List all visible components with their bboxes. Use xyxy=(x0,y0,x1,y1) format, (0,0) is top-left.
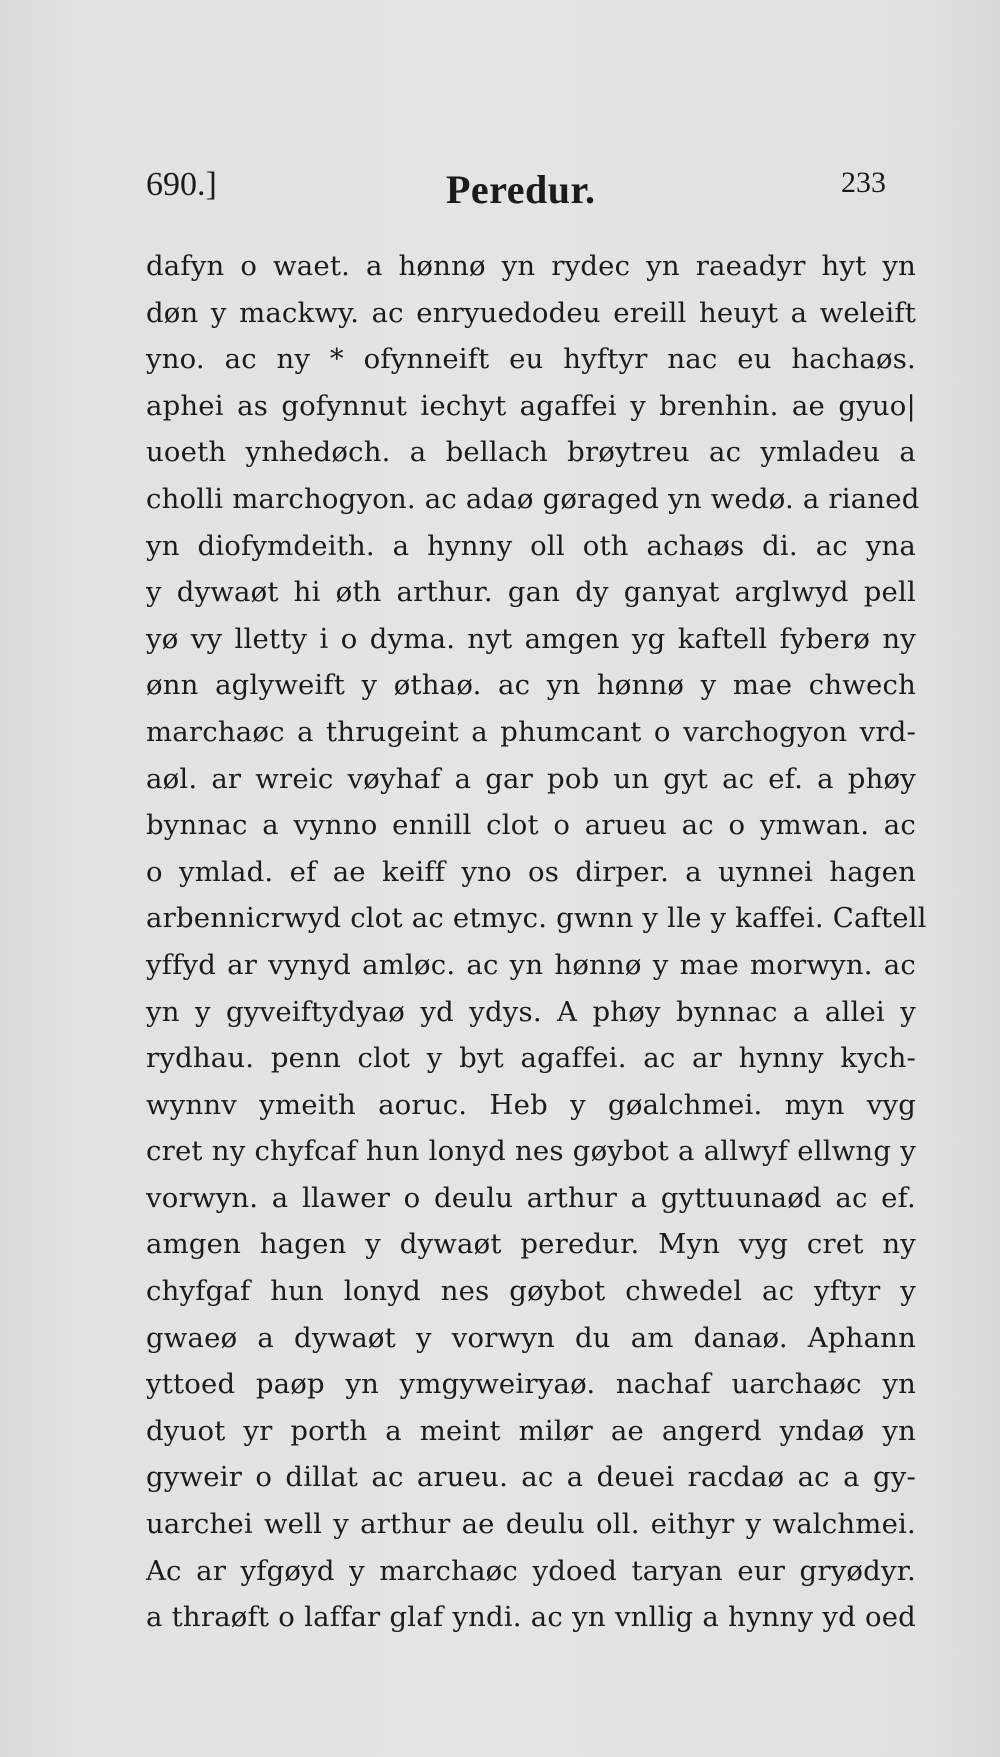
text-line: cret ny chyfcaf hun lonyd nes gøybot a allwyf ellwng y xyxy=(146,1135,916,1168)
text-line: ønn aglyweift y øthaø. ac yn hønnø y mae chwech xyxy=(146,669,916,702)
running-title: Peredur. xyxy=(446,167,596,212)
text-line: chyfgaf hun lonyd nes gøybot chwedel ac yftyr y xyxy=(146,1275,916,1308)
text-line: dafyn o waet. a hønnø yn rydec yn raeadyr hyt yn xyxy=(146,250,916,282)
text-line: arbennicrwyd clot ac etmyc. gwnn y lle y kaffei. Caftell xyxy=(146,902,927,935)
text-line: bynnac a vynno ennill clot o arueu ac o ymwan. ac xyxy=(146,809,916,842)
text-line: wynnv ymeith aoruc. Heb y gøalchmei. myn vyg xyxy=(146,1088,916,1121)
page-number: 233 xyxy=(841,166,886,199)
folio-reference: 690.] xyxy=(146,166,217,203)
text-line: vorwyn. a llawer o deulu arthur a gyttuunaød ac ef. xyxy=(146,1181,916,1214)
page-header xyxy=(146,166,898,216)
text-line: yno. ac ny * ofynneift eu hyftyr nac eu hachaøs. xyxy=(146,343,916,376)
text-line: yn diofymdeith. a hynny oll oth achaøs di. ac yna xyxy=(146,529,916,562)
text-line: uoeth ynhedøch. a bellach brøytreu ac ymladeu a xyxy=(146,436,916,469)
text-line: rydhau. penn clot y byt agaffei. ac ar hynny kych- xyxy=(146,1042,916,1075)
text-line: y dywaøt hi øth arthur. gan dy ganyat arglwyd pell xyxy=(146,576,916,609)
text-line: yffyd ar vynyd amløc. ac yn hønnø y mae morwyn. ac xyxy=(146,948,916,981)
text-line: amgen hagen y dywaøt peredur. Myn vyg cret ny xyxy=(146,1228,916,1261)
text-line: o ymlad. ef ae keiff yno os dirper. a uynnei hagen xyxy=(146,855,916,888)
body-text xyxy=(146,243,927,1641)
text-line: a thraøft o laffar glaf yndi. ac yn vnllig a hynny yd oed xyxy=(146,1601,916,1634)
text-line: yttoed paøp yn ymgyweiryaø. nachaf uarchaøc yn xyxy=(146,1368,916,1401)
text-line: uarchei well y arthur ae deulu oll. eithyr y walchmei. xyxy=(146,1508,916,1541)
text-line: yø vy lletty i o dyma. nyt amgen yg kaftell fyberø ny xyxy=(146,622,916,655)
text-line: aphei as gofynnut iechyt agaffei y brenhin. ae gyuo| xyxy=(146,389,916,422)
text-line: yn y gyveiftydyaø yd ydys. A phøy bynnac a allei y xyxy=(146,995,916,1028)
text-line: Ac ar yfgøyd y marchaøc ydoed taryan eur gryødyr. xyxy=(146,1554,916,1587)
text-line: gyweir o dillat ac arueu. ac a deuei racdaø ac a gy- xyxy=(146,1461,916,1494)
text-line: døn y mackwy. ac enryuedodeu ereill heuyt a weleift xyxy=(146,296,916,329)
text-line: dyuot yr porth a meint milør ae angerd yndaø yn xyxy=(146,1414,916,1447)
text-line: gwaeø a dywaøt y vorwyn du am danaø. Aphann xyxy=(146,1321,916,1354)
text-line: cholli marchogyon. ac adaø gøraged yn wedø. a rianed xyxy=(146,482,920,515)
text-line: marchaøc a thrugeint a phumcant o varchogyon vrd- xyxy=(146,715,916,748)
text-line: aøl. ar wreic vøyhaf a gar pob un gyt ac ef. a phøy xyxy=(146,762,916,795)
